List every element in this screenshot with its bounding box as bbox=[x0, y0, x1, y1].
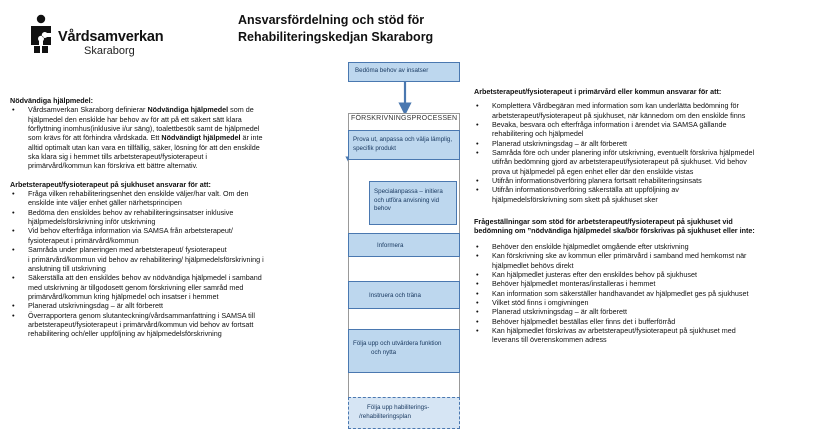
logo-puzzle-icon bbox=[28, 14, 54, 54]
flow-step-label: Följa upp habiliterings- bbox=[367, 404, 430, 411]
list-item bbox=[474, 185, 814, 204]
question-item-line: • Kan förskrivning ske av kommun eller primärvård i samband med hemkomst när bbox=[492, 251, 747, 261]
list-item-line: utifrån bedömning gjord av arbetsterapeut/fysioterapeut på sjukhuset. Vid behov bbox=[492, 157, 747, 167]
flow-step-label: /rehabiliteringsplan bbox=[359, 412, 411, 420]
list-item-line: prova ut hjälpmedel på egen enhet eller där den enskilde vistas bbox=[492, 166, 694, 176]
heading-hospital-therapist: Arbetsterapeut/fysioterapeut på sjukhuset ansvarar för att: bbox=[10, 179, 211, 189]
heading-necessary-aids: Nödvändiga hjälpmedel: bbox=[10, 96, 94, 105]
heading-primary-care-therapist: Arbetsterapeut/fysioterapeut i primärvård eller kommun ansvarar för att: bbox=[474, 87, 722, 96]
hospital-responsibility-list bbox=[10, 189, 328, 339]
list-item-line: • Utifrån informationsöverföring säkerställa att uppföljning av bbox=[492, 185, 679, 195]
question-item-line: • Planerad utskrivningsdag – är allt förberett bbox=[492, 307, 628, 317]
question-item bbox=[474, 289, 814, 298]
prescription-flowchart bbox=[345, 55, 465, 433]
flow-step-follow-up bbox=[348, 329, 460, 373]
def-line: förflyttning inomhus(inklusive i/ur säng), toalettbesök samt de hjälpmedel bbox=[28, 124, 260, 134]
heading-questions-line-1: Frågeställningar som stöd för arbetsterapeut/fysioterapeut på sjukhuset vid bbox=[474, 217, 733, 227]
list-item-line: • Bevaka, besvara och efterfråga information i ärendet via SAMSA gällande bbox=[492, 120, 727, 130]
def-text: som de bbox=[228, 105, 254, 115]
question-item-line: • Kan information som säkerställer handhavandet av hjälpmedlet ges på sjukhuset bbox=[492, 288, 749, 298]
list-item bbox=[10, 226, 328, 245]
list-item-line: • Utifrån informationsöverföring planera fortsatt rehabiliteringsinsats bbox=[492, 176, 702, 186]
list-item-line: rehabilitering och hjälpmedel bbox=[492, 129, 584, 139]
question-item-line: • Behöver hjälpmedlet monteras/installeras i hemmet bbox=[492, 279, 656, 289]
flow-step-label: Instruera och träna bbox=[369, 292, 421, 299]
assessment-questions-list bbox=[474, 242, 814, 345]
flow-step-label: specifik produkt bbox=[353, 144, 396, 152]
question-item-line: • Behöver hjälpmedlet beställas eller finns det i bufferförråd bbox=[492, 316, 676, 326]
list-item bbox=[474, 120, 814, 139]
list-item-line: enskilde inte väljer enhet gäller närhetsprincipen bbox=[28, 198, 182, 208]
list-item-line: • Bedöma den enskildes behov av rehabiliteringsinsatser inklusive bbox=[28, 207, 234, 217]
process-label: FÖRSKRIVNINGSPROCESSEN bbox=[351, 115, 458, 122]
def-line: primärvård/kommun kan förskriva ett bättre alternativ. bbox=[28, 161, 198, 171]
question-item-line: hjälpmedlet behövs direkt bbox=[492, 260, 574, 270]
logo-subtitle: Skaraborg bbox=[84, 45, 135, 57]
list-item-line: • Samråda före och under planering inför utskrivning, eventuellt förskriva hjälpmedel bbox=[492, 148, 755, 158]
page-title bbox=[238, 12, 448, 46]
question-item-line: leverans till överenskommen adress bbox=[492, 335, 607, 345]
flow-step-label: Specialanpassa – initiera bbox=[374, 188, 443, 195]
list-item-line: hjälpmedelsförskrivning inför utskrivning bbox=[28, 217, 156, 227]
logo bbox=[28, 14, 178, 58]
flow-step-try-out bbox=[348, 130, 460, 160]
primary-care-responsibility-list bbox=[474, 101, 814, 204]
flow-step-inform bbox=[348, 233, 460, 257]
left-column bbox=[10, 96, 328, 339]
heading-questions-line-2: bedömning om ”nödvändiga hjälpmedel ska/bör förskrivas på sjukhuset eller inte: bbox=[474, 226, 755, 236]
flow-step-instruct-train bbox=[348, 281, 460, 309]
flow-step-label: och utföra anvisning vid bbox=[374, 196, 440, 204]
flow-step-special-adapt bbox=[369, 181, 457, 225]
question-item-line: • Kan hjälpmedlet justeras efter den enskildes behov på sjukhuset bbox=[492, 269, 697, 279]
question-item bbox=[474, 298, 814, 307]
list-item bbox=[474, 101, 814, 120]
list-item-line: fysioterapeut i primärvård/kommun bbox=[28, 235, 139, 245]
list-item-line: • Fråga vilken rehabiliteringsenhet den enskilde väljer/har valt. Om den bbox=[28, 189, 249, 199]
flow-step-label: Bedöma behov av insatser bbox=[355, 67, 429, 74]
list-item-line: • Planerad utskrivningsdag – är allt förberett bbox=[28, 301, 164, 311]
list-item-line: anslutning till utskrivning bbox=[28, 263, 106, 273]
title-line-2: Rehabiliteringskedjan Skaraborg bbox=[238, 30, 434, 44]
question-item-line: • Vilket stöd finns i omgivningen bbox=[492, 297, 589, 307]
list-item bbox=[10, 301, 328, 310]
definition-paragraph bbox=[10, 105, 328, 170]
flow-step-assess-needs bbox=[348, 62, 460, 82]
def-line: alltid optimalt utan kan vara en tillfällig, säker, lösning för att den enskilde bbox=[28, 142, 260, 152]
list-item-line: • Vid behov efterfråga information via SAMSA från arbetsterapeut/ bbox=[28, 226, 233, 236]
flow-step-label: Följa upp och utvärdera funktion bbox=[353, 340, 442, 347]
list-item bbox=[10, 245, 328, 273]
def-text: är inte bbox=[240, 133, 263, 143]
question-item bbox=[474, 307, 814, 316]
list-item bbox=[10, 311, 328, 339]
list-item-line: primärvård/kommun kring hjälpmedel och insatser i hemmet bbox=[28, 291, 219, 301]
question-item bbox=[474, 251, 814, 270]
list-item bbox=[474, 176, 814, 185]
list-item-line: med utskrivning är tillgodosett genom förskrivning eller samråd med bbox=[28, 282, 244, 292]
list-item-line: i primärvård/kommun vid behov av rehabilitering/ hjälpmedelsförskrivning i bbox=[28, 254, 264, 264]
list-item-line: • Säkerställa att den enskildes behov av nödvändiga hjälpmedel i samband bbox=[28, 273, 262, 283]
def-line: ska klara sig i hemmet tills arbetsterapeut/fysioterapeut i bbox=[28, 152, 207, 162]
list-item bbox=[10, 189, 328, 208]
flow-step-label: behov bbox=[374, 205, 391, 213]
flow-step-label: Informera bbox=[377, 242, 404, 249]
question-item bbox=[474, 242, 814, 251]
list-item bbox=[474, 148, 814, 176]
list-item-line: rehabilitering och/eller uppföljning av hjälpmedelsförskrivning bbox=[28, 329, 222, 339]
def-line: hjälpmedel den enskilde har behov av för att på ett säkert sätt klara bbox=[28, 114, 242, 124]
question-item bbox=[474, 317, 814, 326]
list-item-line: • Komplettera Vårdbegäran med information som kan underlätta bedömning för bbox=[492, 101, 739, 111]
question-item bbox=[474, 279, 814, 288]
def-text: Vårdsamverkan Skaraborg definierar bbox=[28, 105, 148, 115]
list-item-line: hjälpmedelsförskrivning som skett på sjukhuset sker bbox=[492, 194, 658, 204]
question-item bbox=[474, 326, 814, 345]
flow-step-label: Prova ut, anpassa och välja lämplig, bbox=[353, 136, 453, 143]
flow-step-label: och nytta bbox=[371, 348, 397, 356]
right-column bbox=[474, 87, 814, 345]
question-item-line: • Kan hjälpmedlet förskrivas av arbetsterapeut/fysioterapeut på sjukhuset med bbox=[492, 325, 736, 335]
flow-step-rehab-plan bbox=[348, 397, 460, 429]
title-line-1: Ansvarsfördelning och stöd för bbox=[238, 13, 425, 27]
list-item-line: • Planerad utskrivningsdag – är allt förberett bbox=[492, 138, 628, 148]
def-text: som krävs för att förhindra vårdskada. Ett bbox=[28, 133, 162, 143]
list-item bbox=[10, 208, 328, 227]
def-bold: Nödvändigt hjälpmedel bbox=[161, 133, 241, 143]
list-item-line: • Samråda under planeringen med arbetsterapeut/ fysioterapeut bbox=[28, 245, 227, 255]
list-item-line: arbetsterapeut/fysioterapeut på sjukhuset, när kännedom om den enskilde finns bbox=[492, 110, 746, 120]
list-item-line: arbetsterapeut/fysioterapeut i primärvård/kommun vid behov av fortsatt bbox=[28, 319, 254, 329]
logo-name: Vårdsamverkan bbox=[58, 29, 164, 45]
def-bold: Nödvändiga hjälpmedel bbox=[147, 105, 229, 115]
question-item bbox=[474, 270, 814, 279]
question-item-line: • Behöver den enskilde hjälpmedlet omgående efter utskrivning bbox=[492, 241, 689, 251]
list-item-line: • Överrapportera genom slutanteckning/vårdsammanfattning i SAMSA till bbox=[28, 310, 255, 320]
definition-list bbox=[10, 105, 328, 170]
list-item bbox=[10, 273, 328, 301]
list-item bbox=[474, 139, 814, 148]
